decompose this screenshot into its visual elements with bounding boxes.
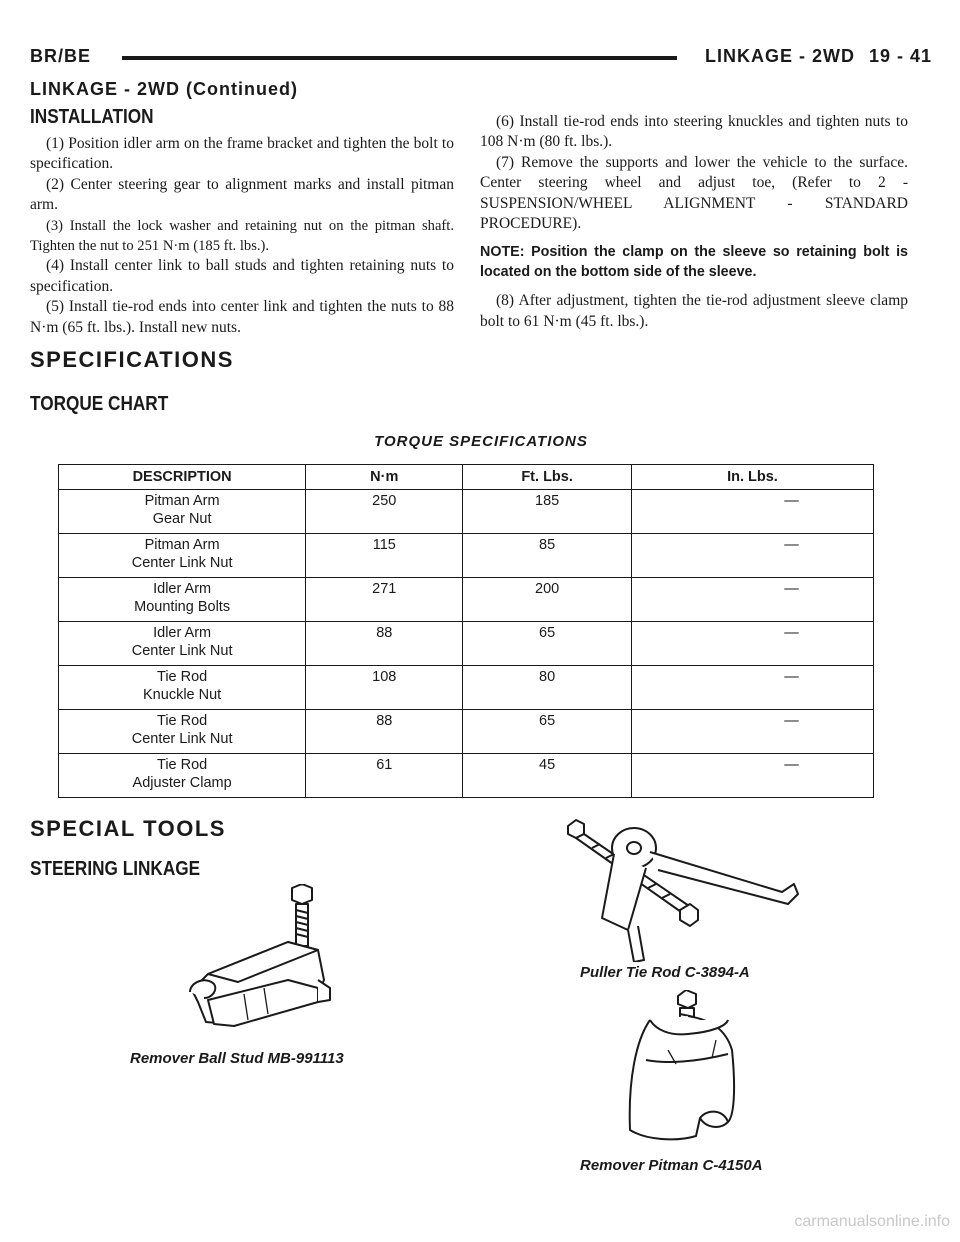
table-row <box>59 710 874 754</box>
installation-step: (6) Install tie-rod ends into steering knuckles and tighten nuts to 108 N·m (80 ft. lbs.). <box>480 113 908 151</box>
description-cell <box>59 534 306 578</box>
description-cell <box>59 666 306 710</box>
in-lbs-cell: — <box>631 534 873 578</box>
torque-table <box>58 464 874 798</box>
ball-stud-remover-caption: Remover Ball Stud MB-991113 <box>130 1050 344 1067</box>
header-right <box>705 46 932 67</box>
page-header <box>30 46 932 72</box>
nm-cell: 61 <box>306 754 463 798</box>
tie-rod-puller-icon <box>562 818 802 962</box>
in-lbs-cell: — <box>631 578 873 622</box>
description-line: Tie Rod <box>157 669 208 685</box>
ft-lbs-cell: 80 <box>463 666 632 710</box>
ft-lbs-cell: 65 <box>463 710 632 754</box>
column-header-in-lbs: In. Lbs. <box>631 465 873 490</box>
ball-stud-remover-icon <box>168 884 338 1040</box>
installation-step: (4) Install center link to ball studs and tighten retaining nuts to specification. <box>30 257 454 295</box>
description-line: Knuckle Nut <box>143 687 222 703</box>
description-line: Center Link Nut <box>131 555 233 571</box>
special-tools-heading: SPECIAL TOOLS <box>30 816 226 841</box>
description-line: Center Link Nut <box>131 731 233 747</box>
description-cell <box>59 578 306 622</box>
description-line: Idler Arm <box>153 625 212 641</box>
specifications-heading: SPECIFICATIONS <box>30 347 234 372</box>
nm-cell: 250 <box>306 490 463 534</box>
nm-cell: 88 <box>306 622 463 666</box>
steering-linkage-heading: STEERING LINKAGE <box>30 858 201 880</box>
nm-cell: 88 <box>306 710 463 754</box>
table-row <box>59 534 874 578</box>
table-row <box>59 490 874 534</box>
description-line: Adjuster Clamp <box>132 775 232 791</box>
installation-heading: INSTALLATION <box>30 106 154 128</box>
pitman-remover-caption: Remover Pitman C-4150A <box>580 1157 763 1174</box>
in-lbs-cell: — <box>631 622 873 666</box>
table-row <box>59 578 874 622</box>
table-header-row <box>59 465 874 490</box>
torque-chart-heading: TORQUE CHART <box>30 393 169 415</box>
description-line: Idler Arm <box>153 581 212 597</box>
header-model: BR/BE <box>30 46 92 66</box>
column-header-nm: N·m <box>306 465 463 490</box>
ft-lbs-cell: 45 <box>463 754 632 798</box>
ft-lbs-cell: 65 <box>463 622 632 666</box>
installation-step: (1) Position idler arm on the frame bracket and tighten the bolt to specification. <box>30 135 454 173</box>
in-lbs-cell: — <box>631 754 873 798</box>
description-line: Pitman Arm <box>144 537 220 553</box>
in-lbs-cell: — <box>631 710 873 754</box>
continued-title: LINKAGE - 2WD (Continued) <box>30 79 298 99</box>
installation-column-left <box>30 134 454 338</box>
installation-step: (7) Remove the supports and lower the vehicle to the surface. Center steering wheel and adjust toe, (Refer to 2 - SUSPENSION/WHEEL ALIGNMENT - STANDARD PROCEDURE). <box>480 153 908 233</box>
in-lbs-cell: — <box>631 666 873 710</box>
description-line: Center Link Nut <box>131 643 233 659</box>
column-header-description: DESCRIPTION <box>59 465 306 490</box>
ft-lbs-cell: 200 <box>463 578 632 622</box>
description-cell <box>59 490 306 534</box>
description-cell <box>59 622 306 666</box>
description-line: Pitman Arm <box>144 493 220 509</box>
description-line: Tie Rod <box>157 757 208 773</box>
installation-column-right <box>480 112 908 332</box>
description-cell <box>59 754 306 798</box>
nm-cell: 115 <box>306 534 463 578</box>
description-line: Mounting Bolts <box>134 599 231 615</box>
installation-step: (8) After adjustment, tighten the tie-rod adjustment sleeve clamp bolt to 61 N·m (45 ft. lbs.). <box>480 292 908 330</box>
nm-cell: 108 <box>306 666 463 710</box>
installation-step: (3) Install the lock washer and retaining nut on the pitman shaft. Tighten the nut to 251 N·m (185 ft. lbs.). <box>30 217 454 255</box>
table-row <box>59 754 874 798</box>
column-header-ft-lbs: Ft. Lbs. <box>463 465 632 490</box>
header-rule <box>122 56 677 60</box>
description-line: Gear Nut <box>152 511 212 527</box>
tie-rod-puller-caption: Puller Tie Rod C-3894-A <box>580 964 750 981</box>
header-section-title: LINKAGE - 2WD <box>704 46 855 66</box>
ft-lbs-cell: 85 <box>463 534 632 578</box>
torque-table-caption: TORQUE SPECIFICATIONS <box>374 433 588 450</box>
table-row <box>59 666 874 710</box>
description-line: Tie Rod <box>157 713 208 729</box>
watermark: carmanualsonline.info <box>794 1213 950 1230</box>
installation-step: (2) Center steering gear to alignment marks and install pitman arm. <box>30 175 454 214</box>
table-row <box>59 622 874 666</box>
nm-cell: 271 <box>306 578 463 622</box>
installation-note: NOTE: Position the clamp on the sleeve so retaining bolt is located on the bottom side of the sleeve. <box>480 244 908 281</box>
description-cell <box>59 710 306 754</box>
ft-lbs-cell: 185 <box>463 490 632 534</box>
installation-step: (5) Install tie-rod ends into center link and tighten the nuts to 88 N·m (65 ft. lbs.). Install new nuts. <box>30 298 454 336</box>
pitman-remover-icon <box>616 990 744 1154</box>
in-lbs-cell: — <box>631 490 873 534</box>
header-page-number: 19 - 41 <box>868 46 932 66</box>
